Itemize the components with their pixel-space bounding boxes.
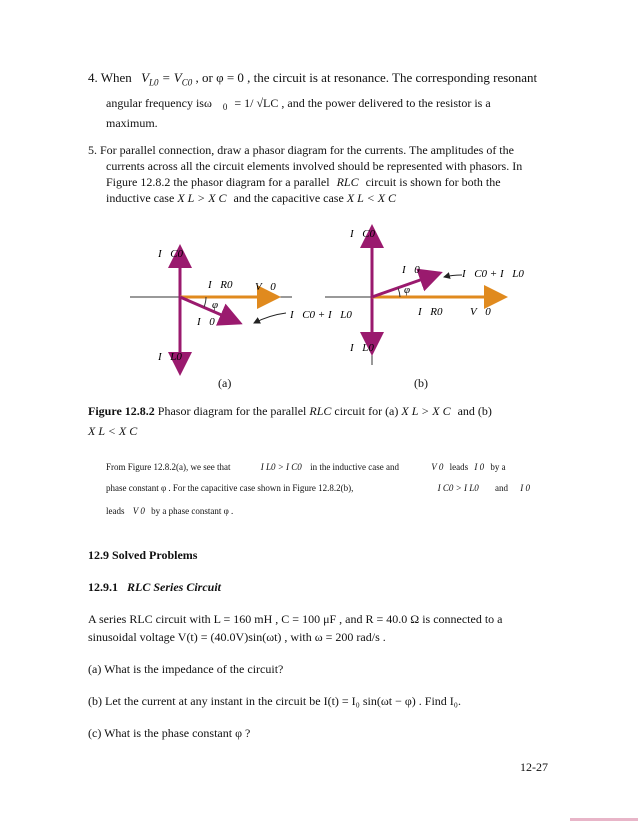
b-label-ic0: I⃗C0 [350,228,376,240]
b-label-ir0: I⃗R0 [418,306,443,318]
section-solved-problems: 12.9 Solved Problems [88,548,198,562]
item4-line1 [88,70,537,88]
a-label-ic0: I⃗C0 [158,248,184,260]
item5-line4: inductive case X L > X C and the capacitive case X L < X C [106,191,397,205]
note-line2: phase constant φ . For the capacitive case shown in Figure 12.8.2(b), I C0 > I L0 and I 0 [106,483,530,493]
item5-line2: currents across all the circuit elements involved should be represented with phasors. In [106,159,523,173]
problem-line1: A series RLC circuit with L = 160 mH , C = 100 μF , and R = 40.0 Ω is connected to a [88,612,503,626]
b-label-il0: I⃗L0 [350,342,374,354]
page-number: 12-27 [520,760,548,774]
question-c: (c) What is the phase constant φ ? [88,726,251,740]
item4-vl0: $V_{L0}$ [141,70,159,88]
a-sum-pointer-arrow [254,313,286,323]
a-label-phi: φ [212,299,219,311]
caption-figure-number: Figure 12.8.2 [88,404,155,418]
note-line1: From Figure 12.8.2(a), we see that I L0 > I C0 in the inductive case and V 0 leads I 0 by a [106,462,506,472]
item4-prefix: 4. When [88,70,132,85]
note-line3: leads V 0 by a phase constant φ . [106,506,234,516]
b-label-i0: I⃗0 [402,264,420,276]
section-rlc-series: 12.9.1 RLC Series Circuit [88,580,222,594]
item4-line2: angular frequency isω $_0$ = 1/ √LC , and the power delivered to the resistor is a [106,96,491,113]
caption-case-b: X L < X C [88,424,138,438]
phasor-diagram-b [325,225,524,365]
item5-line3: Figure 12.8.2 the phasor diagram for a parallel RLC circuit is shown for both the [106,175,501,189]
phasor-diagrams [0,215,638,390]
b-label-v0: V⃗0 [470,306,491,318]
a-label-v0: V⃗0 [255,281,276,293]
question-a: (a) What is the impedance of the circuit? [88,662,284,676]
a-label-sum: I⃗C0 + I⃗L0 [290,309,352,321]
item5-line1: 5. For parallel connection, draw a phasor diagram for the currents. The amplitudes of the [88,143,514,157]
footer-accent-bar [570,818,638,821]
a-label-i0: I⃗0 [197,316,215,328]
question-b: (b) Let the current at any instant in the circuit be I(t) = I₀ sin(ωt − φ) . Find I₀. [88,694,461,708]
b-label-sum: I⃗C0 + I⃗L0 [462,268,524,280]
b-sum-pointer-arrow [444,275,462,277]
figure-caption: Figure 12.8.2 Phasor diagram for the parallel RLC circuit for (a) X L > X C and (b) [88,404,492,418]
a-label-ir0: I⃗R0 [208,279,233,291]
problem-line2: sinusoidal voltage V(t) = (40.0V)sin(ωt) , with ω = 200 rad/s . [88,630,386,644]
diagram-label-a: (a) [218,376,232,390]
b-label-phi: φ [404,284,411,296]
phasor-diagram-a [130,245,352,375]
diagram-label-b: (b) [414,376,428,390]
item4-eq: = $V_{C0}$ [161,70,193,88]
a-label-il0: I⃗L0 [158,351,182,363]
item4-line3: maximum. [106,116,158,130]
item4-line1-rest: , or φ = 0 , the circuit is at resonance. The corresponding resonant [195,70,538,85]
